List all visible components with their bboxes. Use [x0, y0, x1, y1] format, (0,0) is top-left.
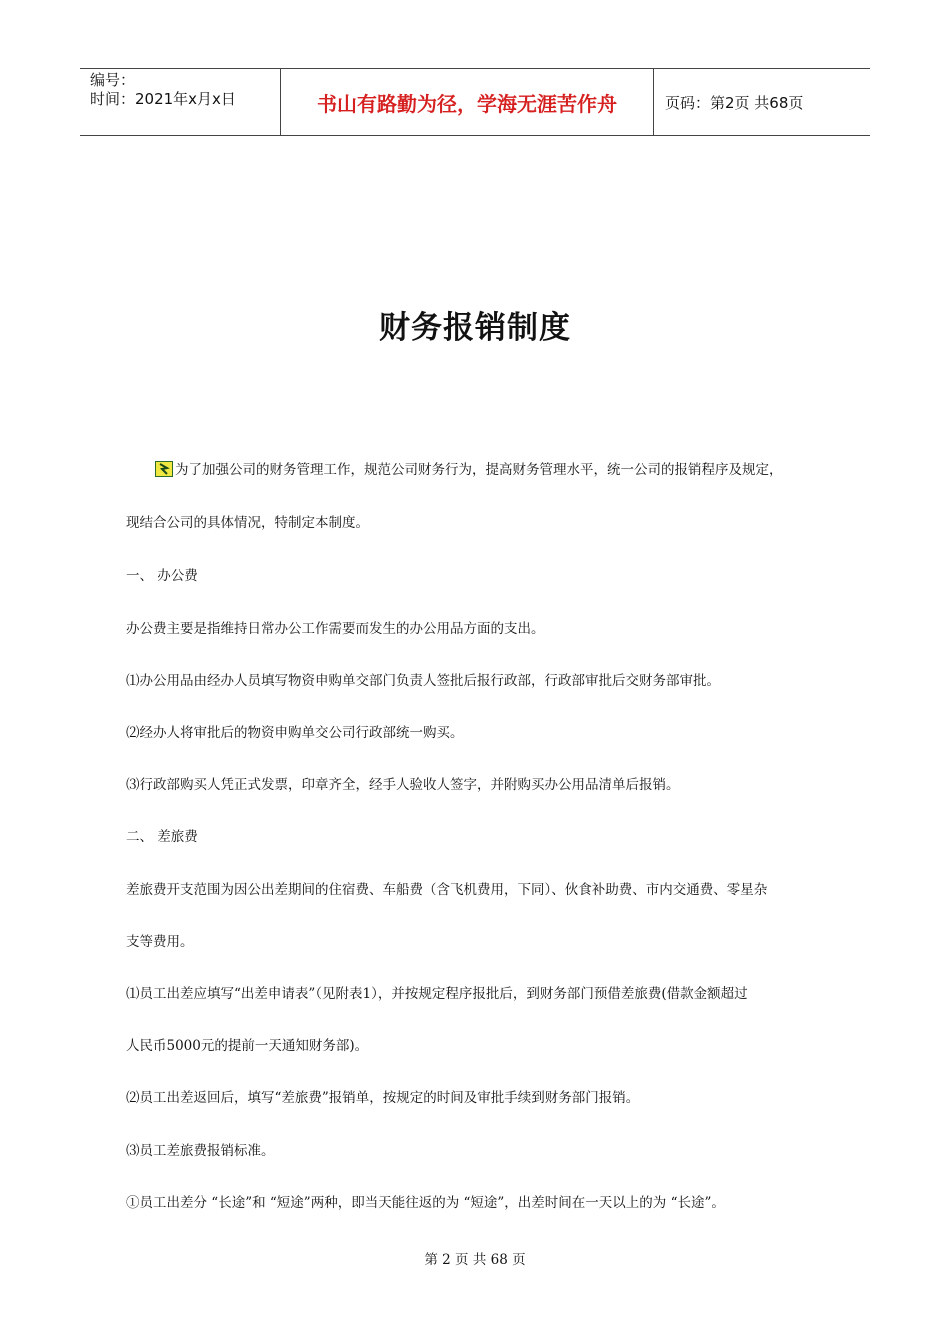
office-expense-item-1: ⑴办公用品由经办人员填写物资申购单交部门负责人签批后报行政部，行政部审批后交财务部审批。: [126, 673, 720, 689]
header-motto: 书山有路勤为径，学海无涯苦作舟: [281, 69, 654, 135]
section-heading-office-expense: 一、 办公费: [126, 568, 198, 584]
travel-expense-description-line2: 支等费用。: [126, 934, 194, 950]
section-heading-travel-expense: 二、 差旅费: [126, 829, 198, 845]
travel-expense-description-line1: 差旅费开支范围为因公出差期间的住宿费、车船费（含飞机费用，下同）、伙食补助费、市内交通费、零星杂: [126, 882, 768, 898]
travel-expense-item-1-line1: ⑴员工出差应填写“出差申请表”（见附表1），并按规定程序报批后，到财务部门预借差旅费(借款金额超过: [126, 986, 748, 1002]
travel-expense-item-3: ⑶员工差旅费报销标准。: [126, 1143, 275, 1159]
travel-expense-item-3-sub-1: ①员工出差分 “长途”和 “短途”两种，即当天能往返的为 “短途”，出差时间在一天以上的为 “长途”。: [126, 1195, 725, 1211]
document-time-label: 时间：2021年x月x日: [90, 90, 236, 108]
page-footer: 第 2 页 共 68 页: [424, 1252, 526, 1268]
header-page-info: 页码：第2页 共68页: [665, 93, 804, 112]
document-title: 财务报销制度: [379, 310, 571, 346]
office-expense-item-2: ⑵经办人将审批后的物资申购单交公司行政部统一购买。: [126, 725, 464, 741]
office-expense-description: 办公费主要是指维持日常办公工作需要而发生的办公用品方面的支出。: [126, 621, 545, 637]
intro-paragraph-line1: 为了加强公司的财务管理工作，规范公司财务行为，提高财务管理水平，统一公司的报销程序及规定，: [155, 458, 783, 478]
office-expense-item-3: ⑶行政部购买人凭正式发票，印章齐全，经手人验收人签字，并附购买办公用品清单后报销。: [126, 777, 680, 793]
intro-paragraph-line2: 现结合公司的具体情况，特制定本制度。: [126, 515, 369, 531]
travel-expense-item-2: ⑵员工出差返回后，填写“差旅费”报销单，按规定的时间及审批手续到财务部门报销。: [126, 1090, 640, 1106]
document-header: [80, 68, 870, 136]
header-meta-cell: [80, 69, 281, 135]
document-marker-icon: [155, 461, 173, 477]
travel-expense-item-1-line2: 人民币5000元的提前一天通知财务部)。: [126, 1038, 369, 1054]
document-number-label: 编号：: [90, 71, 136, 89]
